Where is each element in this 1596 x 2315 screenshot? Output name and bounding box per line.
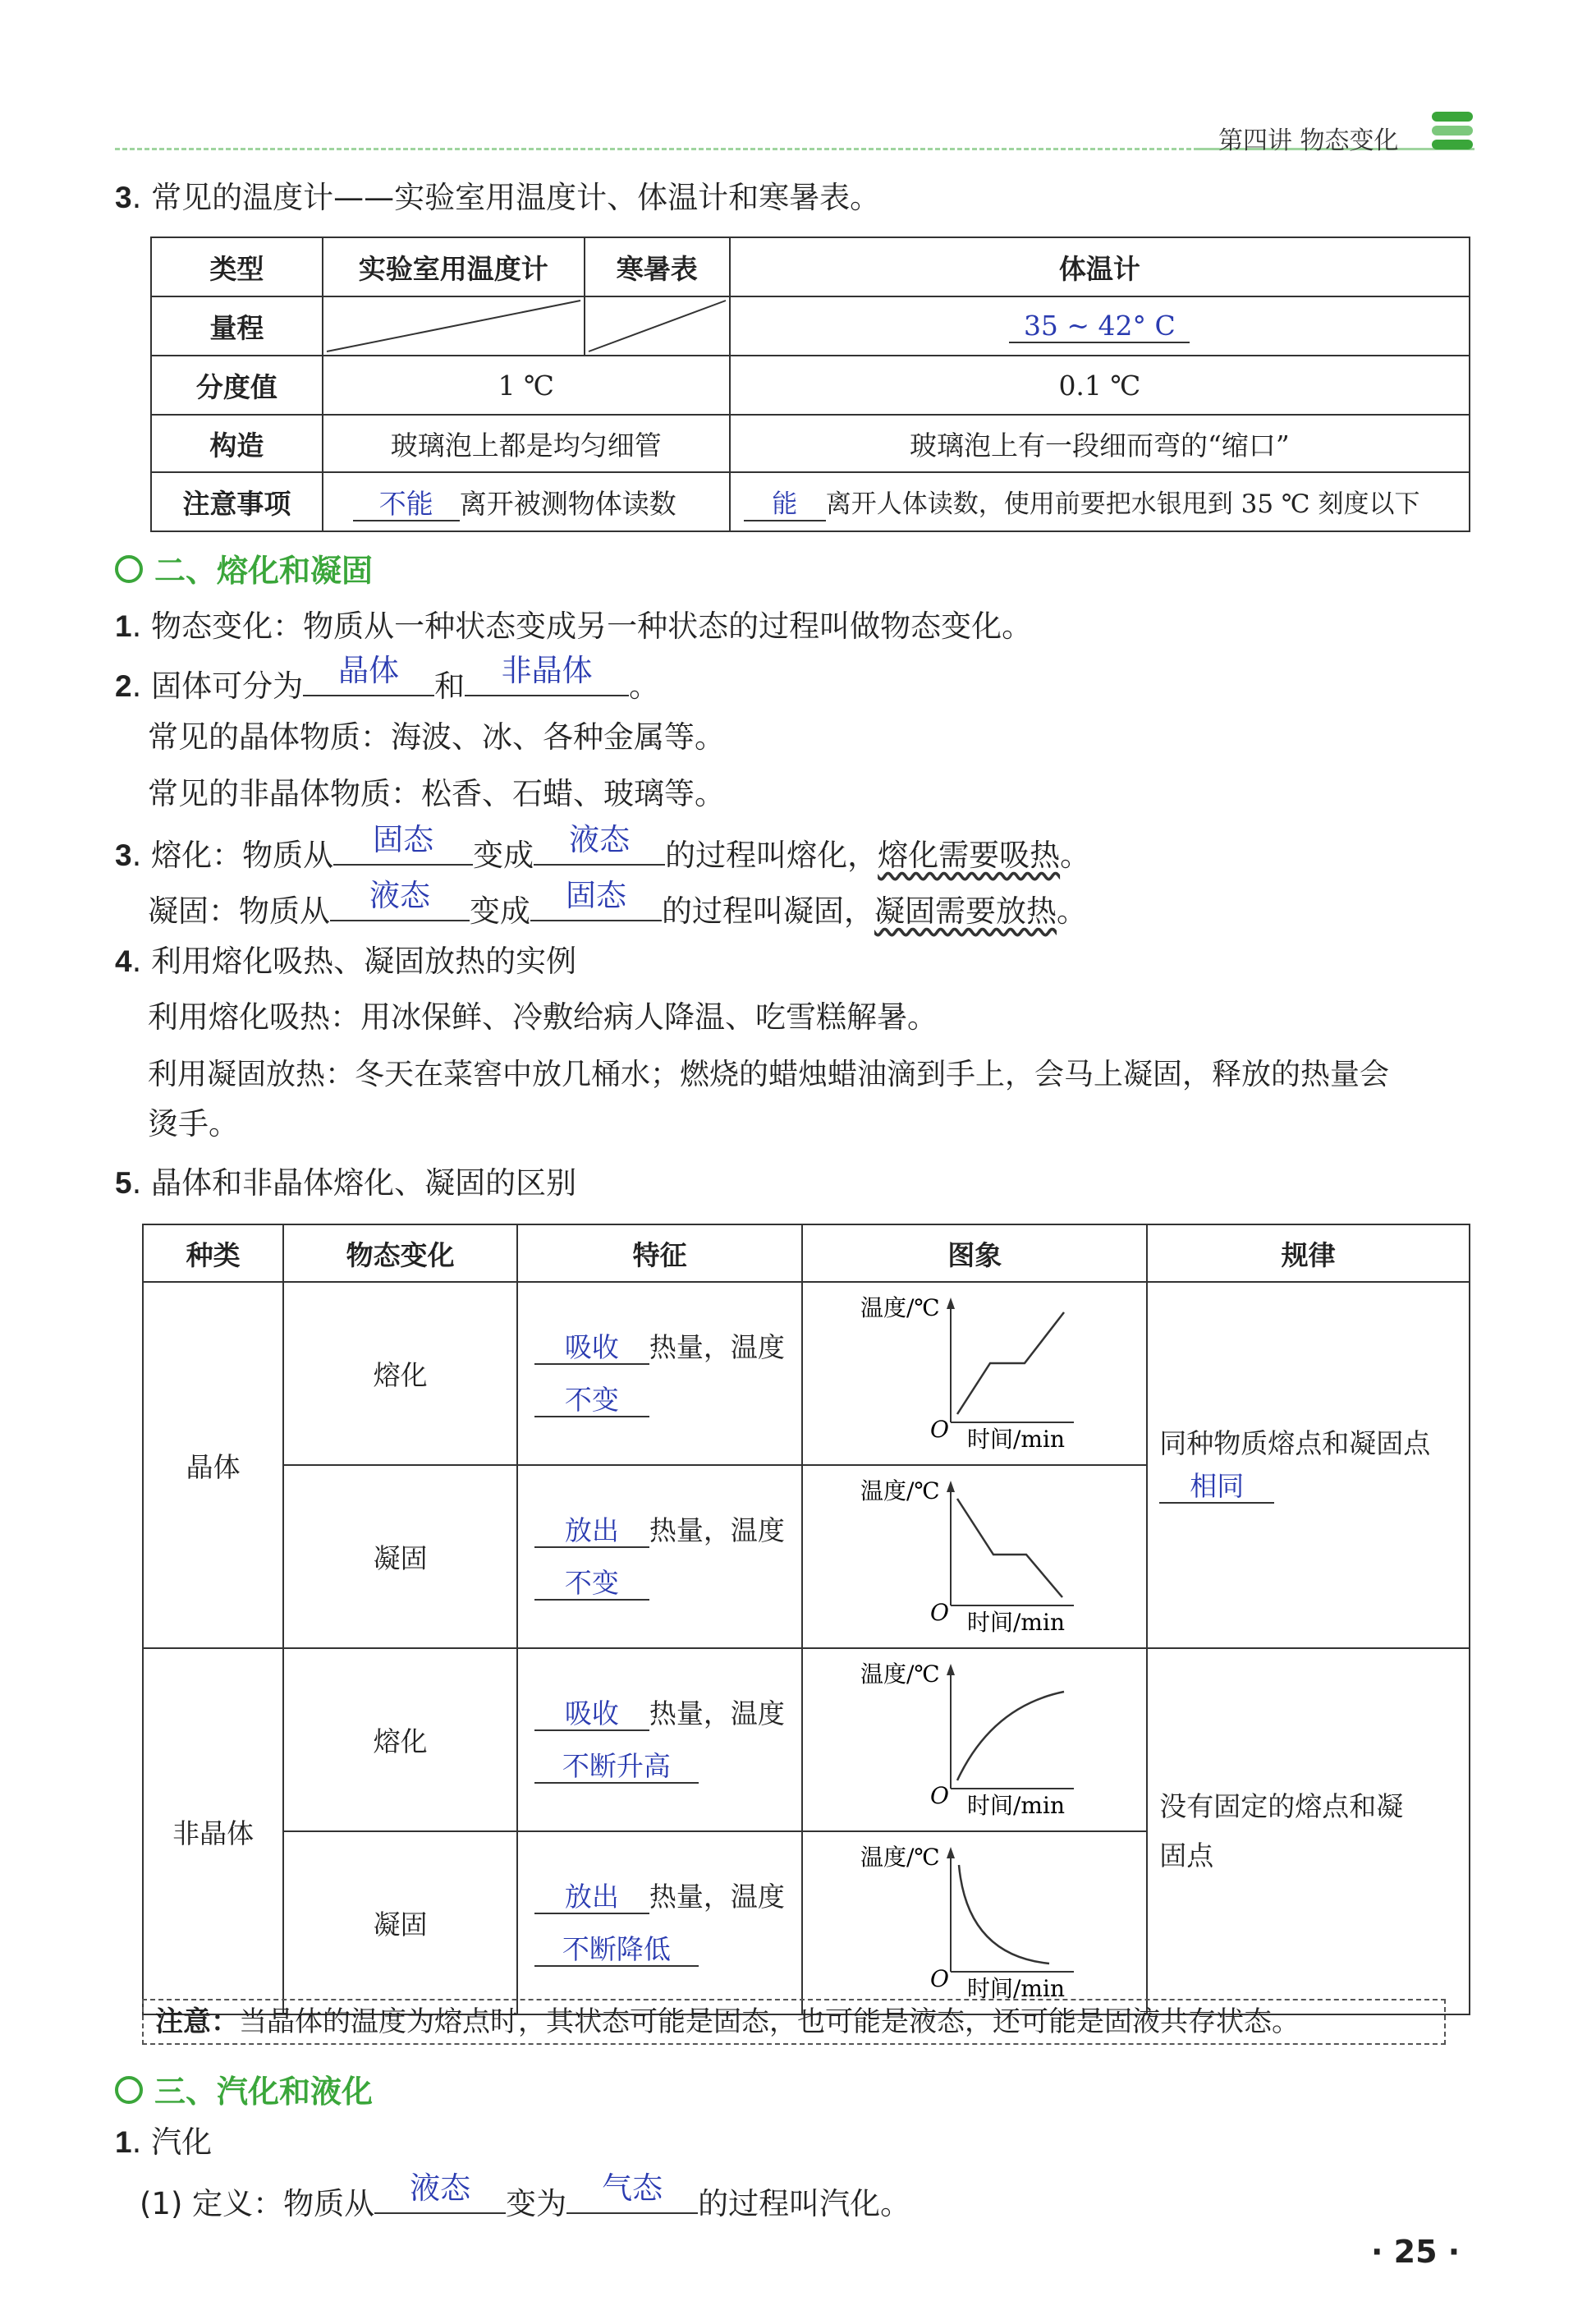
notice-body-answer: 能	[744, 489, 826, 521]
answer: 吸收	[534, 1332, 649, 1365]
division-label: 分度值	[151, 356, 323, 415]
answer: 不断降低	[534, 1934, 699, 1967]
note-box	[142, 1999, 1446, 2045]
range-label: 量程	[151, 296, 323, 356]
kind-noncrystal: 非晶体	[143, 1648, 283, 2014]
structure-lab: 玻璃泡上都是均匀细管	[323, 415, 730, 472]
rule-crystal: 同种物质熔点和凝固点 相同	[1147, 1282, 1470, 1648]
section2-title: 二、熔化和凝固	[115, 545, 373, 590]
feature-crystal-melt: 吸收 热量，温度 不变	[517, 1282, 802, 1465]
range-cold-slash	[585, 296, 730, 356]
answer: 固态	[566, 878, 626, 913]
svg-text:温度/℃: 温度/℃	[860, 1294, 941, 1321]
answer: 非晶体	[501, 653, 593, 688]
range-answer: 35 ~ 42° C	[1009, 310, 1190, 343]
notice-lab: 不能 离开被测物体读数	[323, 472, 730, 531]
svg-text:温度/℃: 温度/℃	[860, 1844, 941, 1871]
svg-text:O: O	[930, 1782, 950, 1809]
graph-noncrystal-solid-svg	[803, 1832, 1146, 2007]
svg-text:O: O	[930, 1965, 950, 1992]
notice-body: 能 离开人体读数，使用前要把水银甩到 35 ℃ 刻度以下	[730, 472, 1470, 531]
graph-crystal-solid	[802, 1465, 1147, 1648]
svg-text:时间/min: 时间/min	[967, 1609, 1066, 1636]
answer: 吸收	[534, 1698, 649, 1731]
answer: 相同	[1159, 1471, 1274, 1504]
svg-text:时间/min: 时间/min	[967, 1975, 1066, 2002]
range-body	[730, 296, 1470, 356]
answer: 液态	[369, 878, 430, 913]
change-melt-2: 熔化	[283, 1648, 517, 1831]
graph-crystal-melt-svg	[803, 1283, 1146, 1458]
graph-crystal-melt	[802, 1282, 1147, 1465]
s2-p1: 1. 物态变化：物质从一种状态变成另一种状态的过程叫做物态变化。	[115, 609, 1033, 644]
division-lab: 1 ℃	[323, 356, 730, 415]
s2-p2: 2. 固体可分为 晶体 和 非晶体 。	[115, 653, 660, 704]
change-melt: 熔化	[283, 1282, 517, 1465]
header-dashed-rule	[115, 148, 1199, 150]
th-cold: 寒暑表	[585, 237, 730, 296]
header-logo-icon	[1429, 108, 1476, 153]
kind-crystal: 晶体	[143, 1282, 283, 1648]
s2-p3b: 凝固：物质从 液态 变成 固态 的过程叫凝固，凝固需要放热。	[148, 878, 1087, 929]
s2-p4-l3: 利用凝固放热：冬天在菜窖中放几桶水；燃烧的蜡烛蜡油滴到手上，会马上凝固，释放的热量会	[148, 1058, 1390, 1091]
structure-label: 构造	[151, 415, 323, 472]
answer: 晶体	[338, 653, 400, 688]
s3-p1: 1. 汽化	[115, 2124, 213, 2160]
section3-title: 三、汽化和液化	[115, 2066, 373, 2111]
division-body: 0.1 ℃	[730, 356, 1470, 415]
change-solidify-2: 凝固	[283, 1831, 517, 2014]
th-lab: 实验室用温度计	[323, 237, 585, 296]
answer: 放出	[534, 1881, 649, 1914]
notice-lab-answer: 不能	[353, 489, 460, 521]
s2-p4-l4: 烫手。	[148, 1106, 239, 1141]
crystal-table	[142, 1224, 1470, 2015]
thermometer-table	[150, 237, 1470, 532]
item3-title: 3. 常见的温度计——实验室用温度计、体温计和寒暑表。	[115, 180, 881, 215]
rule-noncrystal: 没有固定的熔点和凝 固点	[1147, 1648, 1470, 2014]
note-label: 注意：	[155, 2005, 239, 2038]
note-text: 当晶体的温度为熔点时，其状态可能是固态，也可能是液态，还可能是固液共存状态。	[239, 2005, 1300, 2038]
svg-text:O: O	[930, 1416, 950, 1443]
th-rule: 规律	[1147, 1224, 1470, 1282]
th-kind: 种类	[143, 1224, 283, 1282]
th-feature: 特征	[517, 1224, 802, 1282]
graph-noncrystal-melt	[802, 1648, 1147, 1831]
svg-text:时间/min: 时间/min	[967, 1426, 1066, 1453]
th-body: 体温计	[730, 237, 1470, 296]
s2-p4-l2: 利用熔化吸热：用冰保鲜、冷敷给病人降温、吃雪糕解暑。	[148, 999, 938, 1035]
answer: 气态	[602, 2170, 663, 2206]
svg-text:O: O	[930, 1599, 950, 1626]
graph-crystal-solid-svg	[803, 1466, 1146, 1641]
page-number: · 25 ·	[1371, 2234, 1461, 2270]
answer: 液态	[410, 2170, 471, 2206]
s2-p4: 4. 利用熔化吸热、凝固放热的实例	[115, 944, 577, 979]
answer: 放出	[534, 1515, 649, 1548]
section-ring-icon	[115, 555, 143, 583]
svg-text:温度/℃: 温度/℃	[860, 1660, 941, 1688]
answer: 液态	[569, 822, 631, 857]
feature-noncrystal-solid: 放出 热量，温度 不断降低	[517, 1831, 802, 2014]
th-graph: 图象	[802, 1224, 1147, 1282]
answer: 固态	[373, 822, 434, 857]
graph-noncrystal-solid	[802, 1831, 1147, 2014]
answer: 不断升高	[534, 1751, 699, 1784]
answer: 不变	[534, 1568, 649, 1601]
s2-p2-l2: 常见的晶体物质：海波、冰、各种金属等。	[148, 719, 725, 755]
svg-text:温度/℃: 温度/℃	[860, 1477, 941, 1504]
feature-noncrystal-melt: 吸收 热量，温度 不断升高	[517, 1648, 802, 1831]
header-chapter: 第四讲 物态变化	[1218, 126, 1399, 155]
answer: 不变	[534, 1385, 649, 1417]
s2-p3: 3. 熔化：物质从 固态 变成 液态 的过程叫熔化，熔化需要吸热。	[115, 822, 1091, 873]
svg-text:时间/min: 时间/min	[967, 1792, 1066, 1819]
range-lab-slash	[323, 296, 585, 356]
section-ring-icon	[115, 2076, 143, 2104]
th-type: 类型	[151, 237, 323, 296]
graph-noncrystal-melt-svg	[803, 1649, 1146, 1824]
notice-label: 注意事项	[151, 472, 323, 531]
feature-crystal-solid: 放出 热量，温度 不变	[517, 1465, 802, 1648]
s2-p2-l3: 常见的非晶体物质：松香、石蜡、玻璃等。	[148, 776, 725, 811]
structure-body: 玻璃泡上有一段细而弯的“缩口”	[730, 415, 1470, 472]
s3-def: (1) 定义：物质从 液态 变为 气态 的过程叫汽化。	[140, 2170, 911, 2221]
change-solidify: 凝固	[283, 1465, 517, 1648]
th-change: 物态变化	[283, 1224, 517, 1282]
s2-p5: 5. 晶体和非晶体熔化、凝固的区别	[115, 1165, 577, 1201]
